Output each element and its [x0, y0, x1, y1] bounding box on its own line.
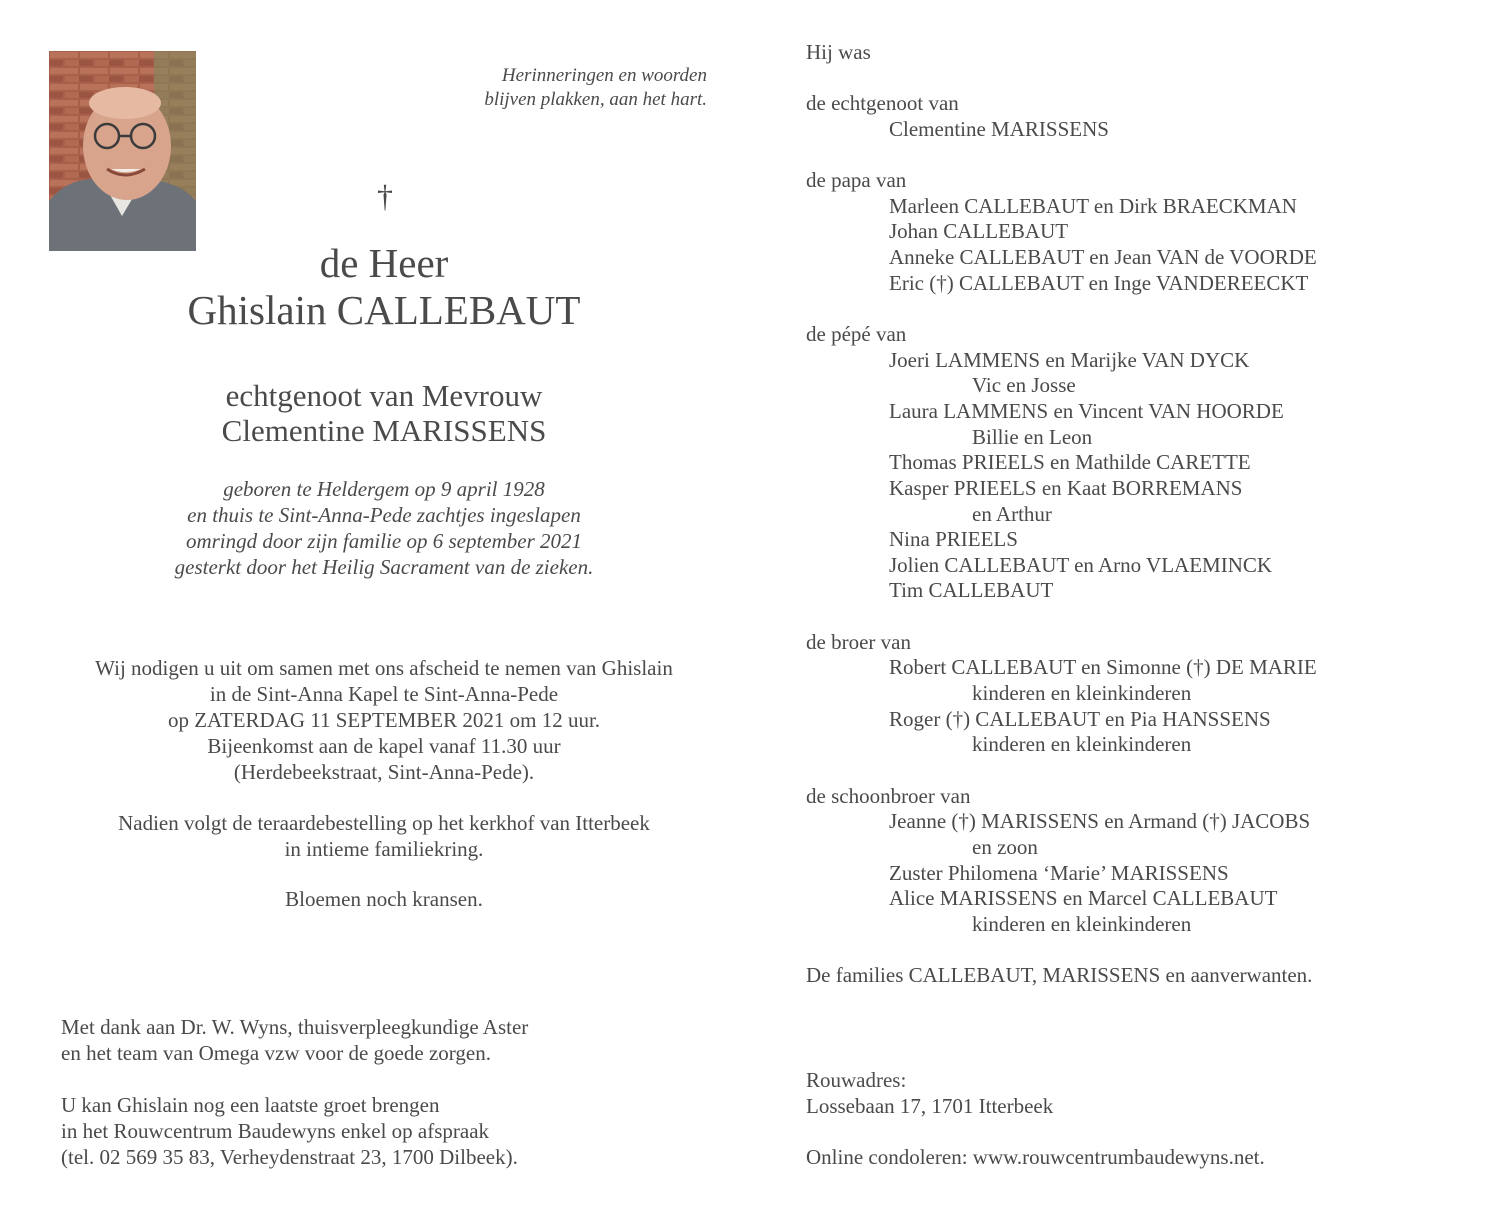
name-title: de Heer [319, 240, 449, 286]
family-member: kinderen en kleinkinderen [972, 911, 1192, 936]
spouse-block [50, 378, 718, 448]
family-member: Laura LAMMENS en Vincent VAN HOORDE [889, 398, 1284, 423]
family-member: en zoon [972, 834, 1038, 859]
family-member: en Arthur [972, 501, 1052, 526]
family-member: Jolien CALLEBAUT en Arno VLAEMINCK [889, 552, 1273, 577]
invitation-line: in de Sint-Anna Kapel te Sint-Anna-Pede [209, 682, 559, 706]
family-heading: de echtgenoot van [806, 91, 959, 116]
life-line: gesterkt door het Heilig Sacrament van de zieken. [174, 555, 594, 579]
family-member: Roger (†) CALLEBAUT en Pia HANSSENS [889, 706, 1271, 731]
burial-line: Nadien volgt de teraardebestelling op het kerkhof van Itterbeek [118, 811, 650, 835]
life-line: geboren te Heldergem op 9 april 1928 [223, 477, 545, 501]
family-intro: Hij was [806, 40, 871, 64]
family-member: Zuster Philomena ‘Marie’ MARISSENS [889, 860, 1229, 885]
deceased-name [50, 240, 718, 334]
family-member: Thomas PRIEELS en Mathilde CARETTE [889, 450, 1251, 475]
visit-line: U kan Ghislain nog een laatste groet brengen [61, 1093, 440, 1117]
invitation-line: Bijeenkomst aan de kapel vanaf 11.30 uur [207, 734, 561, 758]
cross-icon: † [377, 178, 393, 214]
family-member: Marleen CALLEBAUT en Dirk BRAECKMAN [889, 193, 1297, 218]
visit-line: in het Rouwcentrum Baudewyns enkel op afspraak [61, 1119, 490, 1143]
family-member: Robert CALLEBAUT en Simonne (†) DE MARIE [889, 655, 1317, 680]
family-list [806, 40, 1317, 989]
visit-line: (tel. 02 569 35 83, Verheydenstraat 23, 1700 Dilbeek). [61, 1145, 518, 1169]
family-member: Kasper PRIEELS en Kaat BORREMANS [889, 475, 1243, 500]
burial-info [50, 810, 718, 862]
family-heading: de schoonbroer van [806, 783, 971, 808]
family-member: Joeri LAMMENS en Marijke VAN DYCK [889, 347, 1250, 372]
online-condolence-link[interactable]: Online condoleren: www.rouwcentrumbaudewyns.net. [806, 1145, 1265, 1169]
memorial-quote [420, 64, 707, 112]
life-line: omringd door zijn familie op 6 september 2021 [185, 529, 583, 553]
burial-line: in intieme familiekring. [284, 837, 484, 861]
portrait-photo [49, 51, 196, 251]
family-heading: de papa van [806, 168, 907, 193]
life-line: en thuis te Sint-Anna-Pede zachtjes ingeslapen [187, 503, 581, 527]
family-member: kinderen en kleinkinderen [972, 732, 1192, 757]
family-closing: De families CALLEBAUT, MARISSENS en aanverwanten. [806, 963, 1313, 988]
family-heading: de pépé van [806, 322, 907, 347]
visit-note [61, 1092, 518, 1170]
invitation-line: Wij nodigen u uit om samen met ons afscheid te nemen van Ghislain [95, 656, 673, 680]
spouse-line: echtgenoot van Mevrouw [225, 378, 543, 413]
family-member: Jeanne (†) MARISSENS en Armand (†) JACOBS [889, 809, 1311, 834]
spouse-line: Clementine MARISSENS [221, 413, 547, 448]
family-member: Billie en Leon [972, 424, 1093, 449]
invitation-line: op ZATERDAG 11 SEPTEMBER 2021 om 12 uur. [167, 708, 601, 732]
family-member: Tim CALLEBAUT [889, 578, 1054, 603]
family-member: Alice MARISSENS en Marcel CALLEBAUT [889, 886, 1278, 911]
quote-line: blijven plakken, aan het hart. [484, 89, 707, 110]
funeral-invitation [50, 655, 718, 785]
family-heading: de broer van [806, 629, 911, 654]
address-label: Rouwadres: [806, 1068, 907, 1092]
name-full: Ghislain CALLEBAUT [187, 287, 581, 333]
thanks-line: Met dank aan Dr. W. Wyns, thuisverpleegkundige Aster [61, 1015, 529, 1039]
mourning-address [806, 1067, 1053, 1119]
invitation-line: (Herdebeekstraat, Sint-Anna-Pede). [233, 760, 535, 784]
address-value: Lossebaan 17, 1701 Itterbeek [806, 1094, 1054, 1118]
quote-line: Herinneringen en woorden [501, 65, 707, 86]
flowers-note: Bloemen noch kransen. [285, 887, 483, 911]
family-member: Eric (†) CALLEBAUT en Inge VANDEREECKT [889, 270, 1309, 295]
thanks-line: en het team van Omega vzw voor de goede zorgen. [61, 1041, 491, 1065]
family-member: Anneke CALLEBAUT en Jean VAN de VOORDE [889, 245, 1317, 270]
family-member: Clementine MARISSENS [889, 116, 1109, 141]
life-details [50, 476, 718, 580]
family-member: kinderen en kleinkinderen [972, 681, 1192, 706]
thanks-note [61, 1014, 528, 1066]
family-member: Johan CALLEBAUT [889, 219, 1069, 244]
family-member: Nina PRIEELS [889, 527, 1018, 552]
family-member: Vic en Josse [972, 373, 1076, 398]
